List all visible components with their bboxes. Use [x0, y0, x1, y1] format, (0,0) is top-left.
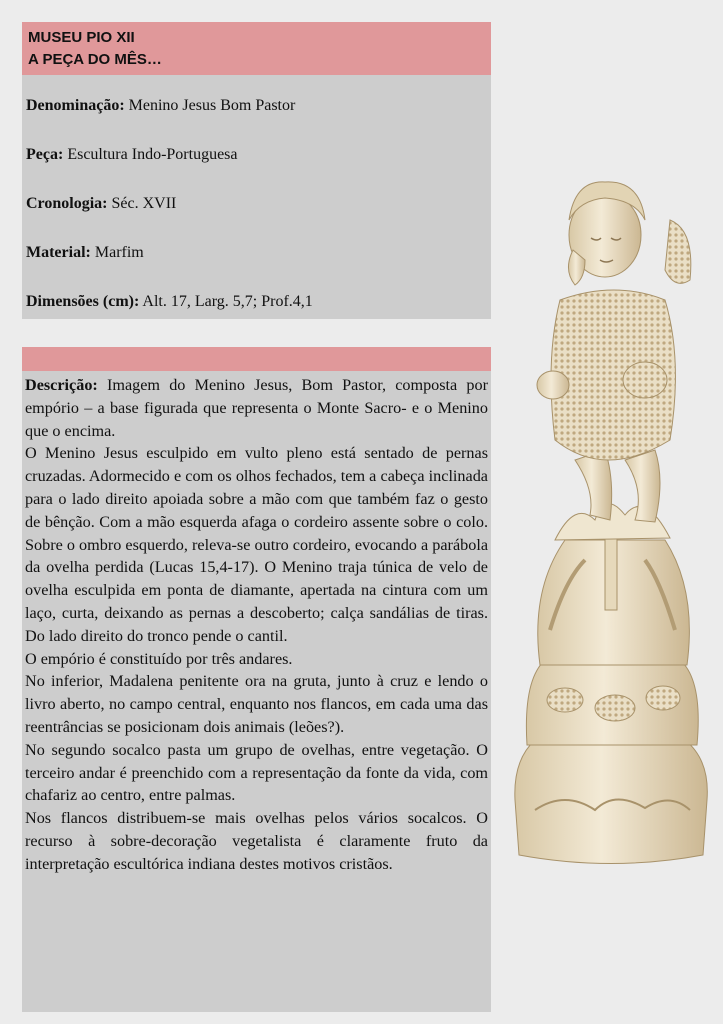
- ivory-sculpture-image: [505, 160, 717, 880]
- info-label: Material:: [26, 244, 91, 261]
- info-label: Dimensões (cm):: [26, 293, 140, 310]
- info-value: Alt. 17, Larg. 5,7; Prof.4,1: [139, 293, 313, 310]
- info-row-cronologia: [26, 193, 487, 242]
- description-paragraph: No inferior, Madalena penitente ora na gruta, junto à cruz e lendo o livro aberto, no campo central, enquanto nos flancos, em cada uma das reentrâncias se posicionam dois animais (leões?).: [25, 672, 488, 736]
- info-row-dimensoes: [26, 291, 487, 340]
- info-label: Peça:: [26, 146, 64, 163]
- description-paragraph: O empório é constituído por três andares.: [25, 649, 293, 668]
- info-panel: [22, 75, 491, 319]
- description-paragraph: No segundo socalco pasta um grupo de ovelhas, entre vegetação. O terceiro andar é preenchido com a representação da fonte da vida, com chafariz ao centro, entre palmas.: [25, 740, 488, 805]
- info-label: Cronologia:: [26, 195, 108, 212]
- info-label: Denominação:: [26, 97, 125, 114]
- info-value: Séc. XVII: [107, 195, 177, 212]
- description-paragraph: O Menino Jesus esculpido em vulto pleno está sentado de pernas cruzadas. Adormecido e com os olhos fechados, tem a cabeça inclinada para o lado direito apoiada sobre a mão com que também faz o gesto de bênção. Com a mão esquerda afaga o cordeiro assente sobre o colo. Sobre o ombro esquerdo, releva-se outro cordeiro, evocando a parábola da ovelha perdida (Lucas 15,4-17). O Menino traja túnica de velo de ovelha esculpida em ponta de diamante, apertada na cintura com um laço, curta, deixando as pernas a descoberto; calça sandálias de tiras. Do lado direito do tronco pende o cantil.: [25, 444, 488, 645]
- info-row-denominacao: [26, 95, 487, 144]
- info-value: Marfim: [90, 244, 144, 261]
- description-panel: [22, 371, 491, 1012]
- description-intro: [25, 374, 488, 442]
- info-value: Escultura Indo-Portuguesa: [63, 146, 238, 163]
- info-row-peca: [26, 144, 487, 193]
- description-paragraph: Nos flancos distribuem-se mais ovelhas pelos vários socalcos. O recurso à sobre-decoração vegetalista é claramente fruto da interpretação escultórica indiana destes motivos cristãos.: [25, 809, 488, 873]
- info-row-material: [26, 242, 487, 291]
- description-label: Descrição:: [25, 376, 98, 394]
- piece-of-month-title: A PEÇA DO MÊS…: [28, 51, 162, 68]
- museum-title: MUSEU PIO XII: [28, 29, 135, 46]
- header-bar: [22, 22, 491, 75]
- description-intro-text: Imagem do Menino Jesus, Bom Pastor, composta por empório – a base figurada que representa o Monte Sacro- e o Menino que o encima.: [25, 376, 488, 440]
- info-value: Menino Jesus Bom Pastor: [124, 97, 296, 114]
- description-header-bar: [22, 347, 491, 371]
